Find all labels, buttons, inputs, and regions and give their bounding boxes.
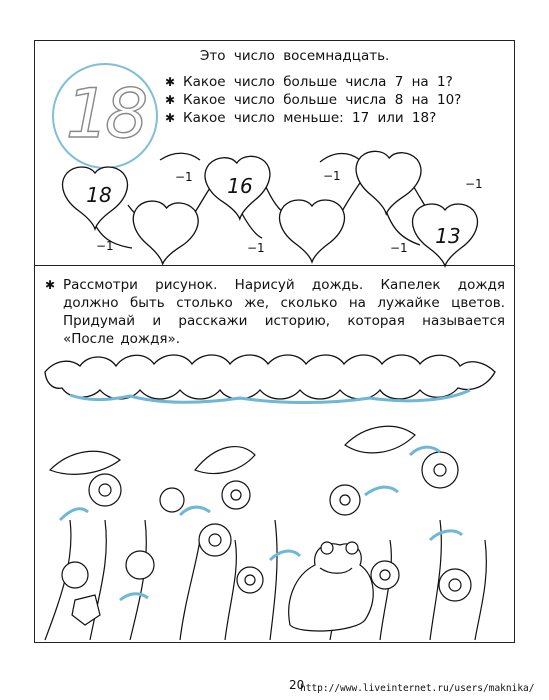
leaf-item — [354, 150, 422, 215]
bullet-star-icon: ✱ — [165, 111, 176, 125]
arrow-label: −1 — [390, 241, 408, 255]
arrow-label: −1 — [323, 169, 341, 183]
leaf-number: 18 — [86, 183, 112, 207]
big-number: 18 — [65, 75, 145, 154]
bullet-star-icon: ✱ — [45, 278, 56, 292]
question-text: Какое число меньше: 17 или 18? — [183, 110, 437, 126]
question-text: Какое число больше числа 7 на 1? — [183, 74, 453, 90]
leaf-number: 16 — [227, 174, 253, 198]
meadow-drawing — [45, 426, 486, 640]
arrow-label: −1 — [465, 177, 483, 191]
intro-text: Это число восемнадцать. — [200, 48, 390, 64]
arrow-label: −1 — [96, 239, 114, 253]
bullet-star-icon: ✱ — [165, 93, 176, 107]
leaf-number: 13 — [435, 224, 461, 248]
leaf-chain — [63, 150, 478, 266]
page-number: 20 — [289, 678, 305, 692]
arrow-label: −1 — [247, 241, 265, 255]
watermark-url[interactable]: http://www.liveinternet.ru/users/maknika/ — [300, 683, 535, 694]
leaf-item — [130, 200, 199, 266]
task-text: Рассмотри рисунок. Нарисуй дождь. Капелек дождя должно быть столько же, сколько на лужайке цветов. Придумай и расскажи историю, которая называется «После дождя». — [63, 277, 505, 347]
question-text: Какое число больше числа 8 на 10? — [183, 92, 462, 108]
drawing-task — [45, 276, 505, 348]
leaf-item — [280, 200, 345, 262]
cloud-drawing — [45, 355, 495, 399]
arrow-label: −1 — [175, 170, 193, 184]
bullet-star-icon: ✱ — [165, 75, 176, 89]
